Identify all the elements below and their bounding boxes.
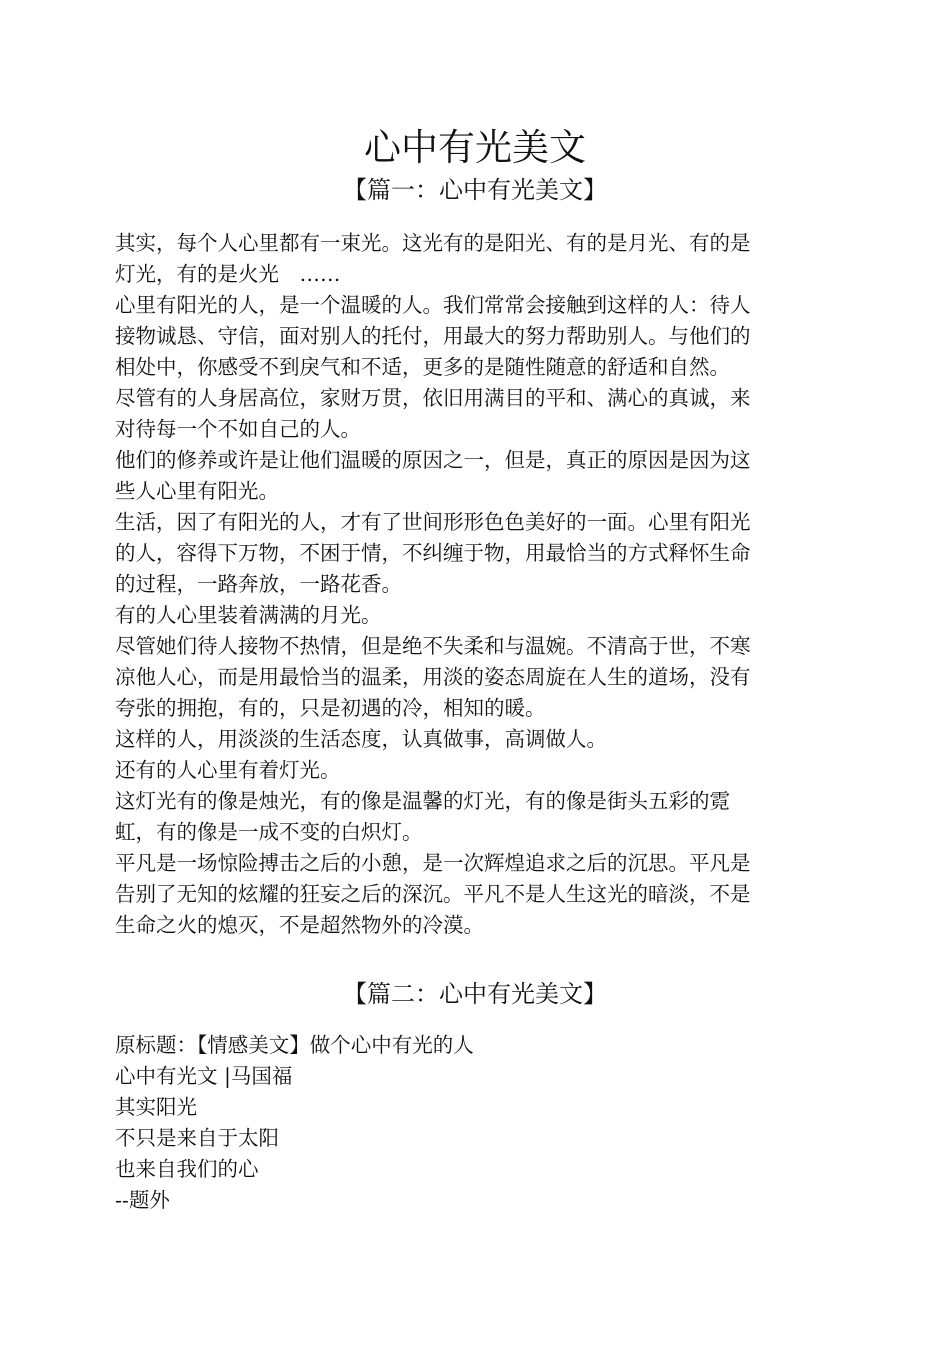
paragraph: 原标题：【情感美文】做个心中有光的人	[115, 1033, 474, 1057]
section-heading-2: 【篇二：心中有光美文】	[343, 980, 607, 1008]
section-body-2	[115, 1030, 765, 1216]
paragraph: 其实阳光	[115, 1095, 197, 1119]
paragraph: 尽管有的人身居高位，家财万贯，依旧用满目的平和、满心的真诚，来对待每一个不如自己的人。	[115, 386, 751, 441]
paragraph: 有的人心里装着满满的月光。	[115, 603, 382, 627]
paragraph: 这灯光有的像是烛光，有的像是温馨的灯光，有的像是街头五彩的霓虹，有的像是一成不变的白炽灯。	[115, 789, 730, 844]
paragraph: --题外	[115, 1188, 170, 1212]
paragraph: 心里有阳光的人，是一个温暖的人。我们常常会接触到这样的人：待人接物诚恳、守信，面对别人的托付，用最大的努力帮助别人。与他们的相处中，你感受不到戾气和不适，更多的是随性随意的舒适和自然。	[115, 293, 751, 379]
paragraph: 他们的修养或许是让他们温暖的原因之一，但是，真正的原因是因为这些人心里有阳光。	[115, 448, 751, 503]
paragraph: 还有的人心里有着灯光。	[115, 758, 341, 782]
document-title: 心中有光美文	[364, 126, 586, 169]
paragraph: 心中有光文 |马国福	[115, 1064, 293, 1088]
paragraph: 不只是来自于太阳	[115, 1126, 279, 1150]
section-body-1	[115, 228, 765, 941]
paragraph: 这样的人，用淡淡的生活态度，认真做事，高调做人。	[115, 727, 607, 751]
paragraph: 也来自我们的心	[115, 1157, 259, 1181]
section-heading-1: 【篇一：心中有光美文】	[343, 176, 607, 204]
paragraph: 其实，每个人心里都有一束光。这光有的是阳光、有的是月光、有的是灯光，有的是火光 ……	[115, 231, 751, 286]
paragraph: 平凡是一场惊险搏击之后的小憩，是一次辉煌追求之后的沉思。平凡是告别了无知的炫耀的狂妄之后的深沉。平凡不是人生这光的暗淡，不是生命之火的熄灭，不是超然物外的冷漠。	[115, 851, 751, 937]
paragraph: 尽管她们待人接物不热情，但是绝不失柔和与温婉。不清高于世，不寒凉他人心，而是用最恰当的温柔，用淡的姿态周旋在人生的道场，没有夸张的拥抱，有的，只是初遇的冷，相知的暖。	[115, 634, 751, 720]
paragraph: 生活，因了有阳光的人，才有了世间形形色色美好的一面。心里有阳光的人，容得下万物，不困于情，不纠缠于物，用最恰当的方式释怀生命的过程，一路奔放，一路花香。	[115, 510, 751, 596]
